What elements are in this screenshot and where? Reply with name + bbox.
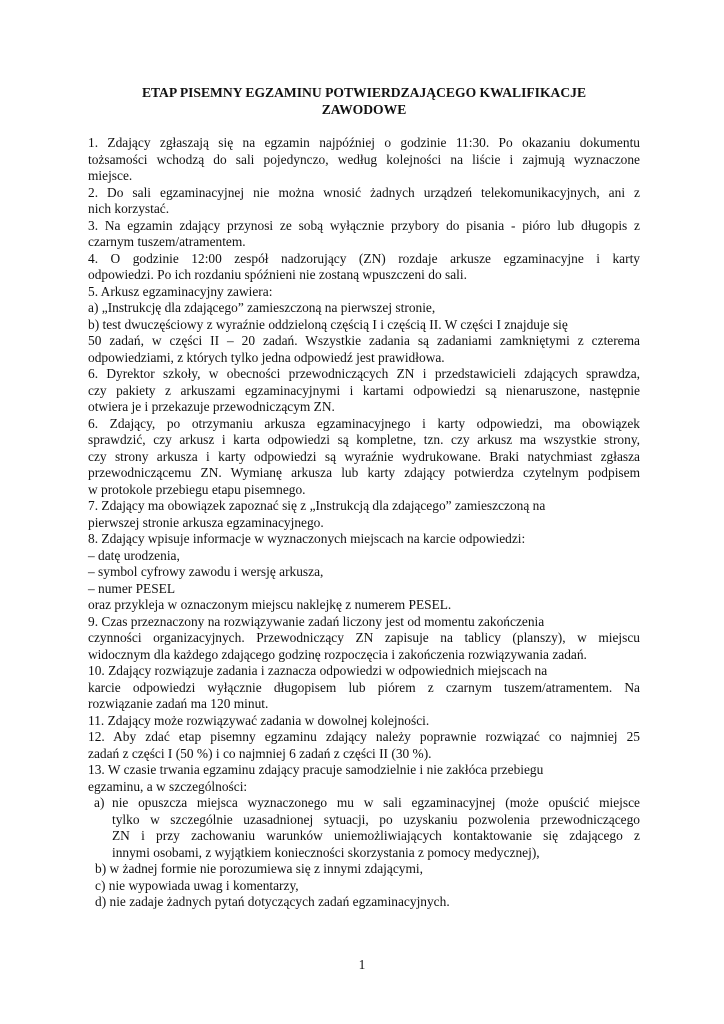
title-line-2: ZAWODOWE: [321, 102, 407, 117]
text-line: 10. Zdający rozwiązuje zadania i zaznacza odpowiedzi w odpowiednich miejscach na: [88, 663, 548, 678]
text-line: 1. Zdający zgłaszają się na egzamin najpóźniej o godzinie 11:30. Po okazaniu dokumentu: [88, 135, 640, 150]
text-line: rozwiązanie zadań ma 120 minut.: [88, 696, 269, 711]
list-item: – numer PESEL: [88, 580, 176, 596]
text-line: czynności organizacyjnych. Przewodniczący ZN zapisuje na tablicy (planszy), w miejscu: [88, 630, 640, 645]
list-item: b) test dwuczęściowy z wyraźnie oddzieloną częścią I i częścią II. W części I znajduje się: [88, 316, 568, 332]
paragraph-1: [88, 135, 640, 185]
paragraph-4: [88, 251, 640, 284]
paragraph-13: [88, 762, 640, 911]
list-item-a: [88, 795, 640, 861]
paragraph-6b: [88, 416, 640, 499]
list-item-d: d) nie zadaje żadnych pytań dotyczących zadań egzaminacyjnych.: [95, 894, 450, 909]
text-line: otwiera je i przekazuje przewodniczącym ZN.: [88, 399, 335, 414]
text-line: oraz przykleja w oznaczonym miejscu naklejkę z numerem PESEL.: [88, 597, 452, 612]
text-line: przewodniczącemu ZN. Wymianę arkusza lub karty zdający potwierdza czytelnym podpisem: [88, 465, 640, 480]
text-line: 5. Arkusz egzaminacyjny zawiera:: [88, 283, 273, 299]
document-title: [88, 84, 640, 118]
paragraph-9: [88, 614, 640, 664]
paragraph-10: [88, 663, 640, 713]
text-line: 3. Na egzamin zdający przynosi ze sobą wyłącznie przybory do pisania - pióro lub długopis z: [88, 217, 640, 233]
document-page: [88, 84, 640, 911]
title-line-1: ETAP PISEMNY EGZAMINU POTWIERDZAJĄCEGO KWALIFIKACJE: [141, 85, 587, 100]
text-line: 2. Do sali egzaminacyjnej nie można wnosić żadnych urządzeń telekomunikacyjnych, ani z: [88, 184, 640, 200]
text-line: karcie odpowiedzi wyłącznie długopisem lub piórem z czarnym tuszem/atramentem. Na: [88, 679, 640, 695]
list-item: – datę urodzenia,: [88, 547, 180, 563]
text-line: innymi osobami, z wyjątkiem konieczności skorzystania z pomocy medycznej),: [112, 844, 540, 860]
text-line: 7. Zdający ma obowiązek zapoznać się z „Instrukcją dla zdającego” zamieszczoną na: [88, 498, 546, 513]
paragraph-12: [88, 729, 640, 762]
paragraph-11: [88, 713, 640, 730]
list-item-b: b) w żadnej formie nie porozumiewa się z innymi zdającymi,: [95, 861, 423, 876]
text-line: w protokole przebiegu etapu pisemnego.: [88, 481, 306, 497]
text-line: 4. O godzinie 12:00 zespół nadzorujący (ZN) rozdaje arkusze egzaminacyjne i karty: [88, 250, 640, 266]
paragraph-2: [88, 185, 640, 218]
list-item: a) „Instrukcję dla zdającego” zamieszczoną na pierwszej stronie,: [88, 300, 436, 315]
paragraph-6a: [88, 366, 640, 416]
paragraph-8: [88, 531, 640, 614]
text-line: nie opuszcza miejsca wyznaczonego mu w sali egzaminacyjnej (może opuścić miejsce: [112, 795, 640, 810]
text-line: 50 zadań, w części II – 20 zadań. Wszystkie zadania są zadaniami zamkniętymi z czterema: [88, 333, 640, 348]
list-label: a): [94, 795, 105, 810]
text-line: czy pakiety z arkuszami egzaminacyjnymi i kartami odpowiedzi są nienaruszone, następnie: [88, 382, 640, 398]
text-line: miejsce.: [88, 168, 133, 183]
text-line: ZN i przy zachowaniu warunków uniemożliwiających kontaktowanie się zdającego z: [112, 828, 640, 843]
text-line: sprawdzić, czy arkusz i karta odpowiedzi są kompletne, tzn. czy arkusz ma wszystkie strony,: [88, 432, 640, 447]
text-line: nich korzystać.: [88, 201, 170, 216]
page-number: 1: [358, 957, 366, 972]
text-line: pierwszej stronie arkusza egzaminacyjnego.: [88, 514, 324, 530]
text-line: czarnym tuszem/atramentem.: [88, 234, 246, 249]
text-line: 6. Dyrektor szkoły, w obecności przewodniczących ZN i przedstawicieli zdających sprawdza,: [88, 366, 640, 381]
text-line: czy strony arkusza i karty odpowiedzi są wyraźnie wydrukowane. Braki natychmiast zgłasza: [88, 448, 640, 464]
text-line: odpowiedzi. Po ich rozdaniu spóźnieni nie zostaną wpuszczeni do sali.: [88, 267, 467, 282]
paragraph-3: [88, 218, 640, 251]
list-item-c: c) nie wypowiada uwag i komentarzy,: [95, 877, 299, 893]
text-line: tożsamości wchodzą do sali pojedynczo, według kolejności na liście i zajmują wyznaczone: [88, 151, 640, 167]
text-line: zadań z części I (50 %) i co najmniej 6 zadań z części II (30 %).: [88, 745, 432, 761]
text-line: egzaminu, a w szczególności:: [88, 778, 248, 794]
text-line: 13. W czasie trwania egzaminu zdający pracuje samodzielnie i nie zakłóca przebiegu: [88, 762, 544, 777]
text-line: 6. Zdający, po otrzymaniu arkusza egzaminacyjnego i karty odpowiedzi, ma obowiązek: [88, 415, 640, 431]
text-line: tylko w szczególnie uzasadnionej sytuacji, po uzyskaniu pozwolenia przewodniczącego: [112, 811, 640, 827]
text-line: widocznym dla każdego zdającego godzinę rozpoczęcia i zakończenia rozwiązywania zadań.: [88, 646, 587, 662]
paragraph-7: [88, 498, 640, 531]
text-line: 9. Czas przeznaczony na rozwiązywanie zadań liczony jest od momentu zakończenia: [88, 613, 545, 629]
paragraph-5: [88, 284, 640, 367]
text-line: 8. Zdający wpisuje informacje w wyznaczonych miejscach na karcie odpowiedzi:: [88, 531, 526, 546]
text-line: 11. Zdający może rozwiązywać zadania w dowolnej kolejności.: [88, 712, 430, 728]
text-line: odpowiedziami, z których tylko jedna odpowiedź jest prawidłowa.: [88, 349, 445, 365]
list-item: – symbol cyfrowy zawodu i wersję arkusza,: [88, 564, 324, 579]
text-line: 12. Aby zdać etap pisemny egzaminu zdający należy poprawnie rozwiązać co najmniej 25: [88, 729, 640, 744]
